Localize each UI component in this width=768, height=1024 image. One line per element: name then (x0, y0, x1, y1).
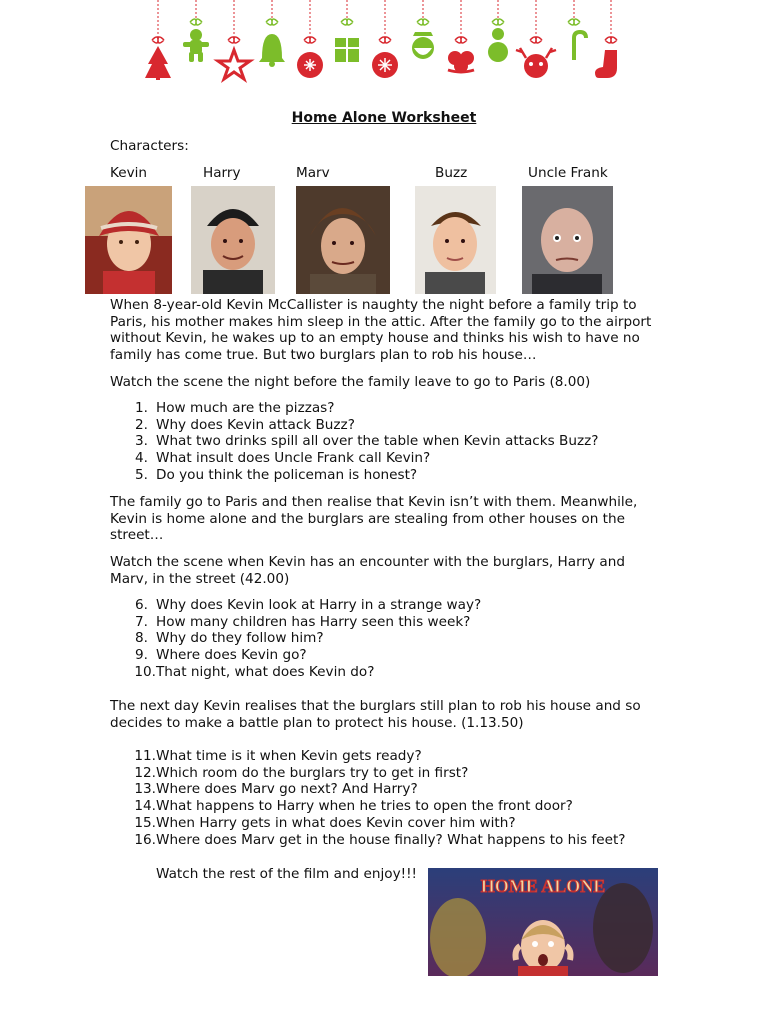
character-name-harry: Harry (203, 165, 241, 181)
question-text: What insult does Uncle Frank call Kevin? (156, 450, 431, 467)
question-number: 15. (134, 814, 156, 831)
question-item (110, 664, 670, 681)
kevin-photo (85, 186, 172, 294)
characters-label: Characters: (110, 138, 189, 154)
question-number: 1. (135, 400, 148, 416)
scene-2-instruction: Watch the scene when Kevin has an encounter with the burglars, Harry and Marv, in the street (42.00) (110, 554, 625, 587)
question-number: 12. (134, 764, 156, 781)
question-item (110, 467, 670, 484)
question-text: Why does Kevin look at Harry in a strange way? (156, 597, 482, 613)
question-number: 9. (135, 647, 148, 664)
home-alone-poster (428, 868, 658, 976)
marv-photo (296, 186, 390, 294)
paris-paragraph: The family go to Paris and then realise that Kevin isn’t with them. Meanwhile, Kevin is home alone and the burglars are stealing from other houses on the street… (110, 494, 638, 544)
question-number: 3. (135, 433, 148, 450)
question-text: That night, what does Kevin do? (156, 663, 375, 680)
question-text: Do you think the policeman is honest? (156, 466, 418, 483)
buzz-photo (415, 186, 496, 294)
worksheet-title: Home Alone Worksheet (291, 110, 477, 126)
character-name-kevin: Kevin (110, 165, 148, 181)
question-item (110, 417, 670, 434)
question-text: Why do they follow him? (156, 630, 324, 647)
character-name-marv: Marv (296, 165, 330, 181)
question-text: Where does Kevin go? (156, 647, 307, 664)
intro-paragraph: When 8-year-old Kevin McCallister is naughty the night before a family trip to Paris, his mother makes him sleep in the attic. After the family go to the airport without Kevin, he wakes up to an empty house and thinks his wish to have no family has come true. But two burglars plan to rob his house… (110, 297, 652, 364)
character-name-uncle-frank: Uncle Frank (528, 165, 608, 181)
harry-photo (191, 186, 275, 294)
questions-list-2 (110, 597, 670, 681)
question-text: How many children has Harry seen this week? (156, 613, 471, 630)
question-text: What happens to Harry when he tries to open the front door? (156, 798, 573, 815)
question-number: 13. (134, 781, 156, 798)
uncle-frank-photo (522, 186, 613, 294)
question-text: Why does Kevin attack Buzz? (156, 416, 355, 433)
poster-art (428, 868, 658, 976)
question-text: Which room do the burglars try to get in first? (156, 764, 469, 781)
question-number: 7. (135, 613, 148, 630)
poster-title: HOME ALONE (480, 876, 606, 896)
question-item (110, 450, 670, 467)
question-text: When Harry gets in what does Kevin cover him with? (156, 814, 516, 831)
christmas-ornaments-garland (0, 0, 768, 90)
question-item (110, 433, 670, 450)
scene-1-instruction: Watch the scene the night before the family leave to go to Paris (8.00) (110, 374, 591, 390)
question-item (110, 748, 670, 765)
question-text: How much are the pizzas? (156, 400, 335, 416)
question-number: 2. (135, 416, 148, 433)
question-item (110, 614, 670, 631)
question-text: What time is it when Kevin gets ready? (156, 748, 422, 764)
questions-list-3 (110, 748, 670, 848)
question-item (110, 597, 670, 614)
question-number: 8. (135, 630, 148, 647)
questions-list-1 (110, 400, 670, 484)
question-item (110, 798, 670, 815)
question-item (110, 781, 670, 798)
question-item (110, 815, 670, 832)
question-item (110, 832, 670, 849)
character-name-buzz: Buzz (435, 165, 468, 181)
question-item (110, 400, 670, 417)
question-number: 5. (135, 466, 148, 483)
question-text: Where does Marv go next? And Harry? (156, 781, 418, 798)
question-number: 16. (134, 831, 156, 848)
question-number: 10. (134, 663, 156, 680)
question-item (110, 647, 670, 664)
question-number: 6. (135, 597, 148, 613)
question-number: 14. (134, 798, 156, 815)
question-number: 11. (134, 748, 156, 764)
battle-plan-paragraph: The next day Kevin realises that the burglars still plan to rob his house and so decides to make a battle plan to protect his house. (1.13.50) (110, 698, 641, 731)
question-text: Where does Marv get in the house finally? What happens to his feet? (156, 831, 626, 848)
question-item (110, 630, 670, 647)
question-item (110, 765, 670, 782)
question-number: 4. (135, 450, 148, 467)
closing-line: Watch the rest of the film and enjoy!!! (156, 866, 417, 882)
question-text: What two drinks spill all over the table when Kevin attacks Buzz? (156, 433, 599, 450)
